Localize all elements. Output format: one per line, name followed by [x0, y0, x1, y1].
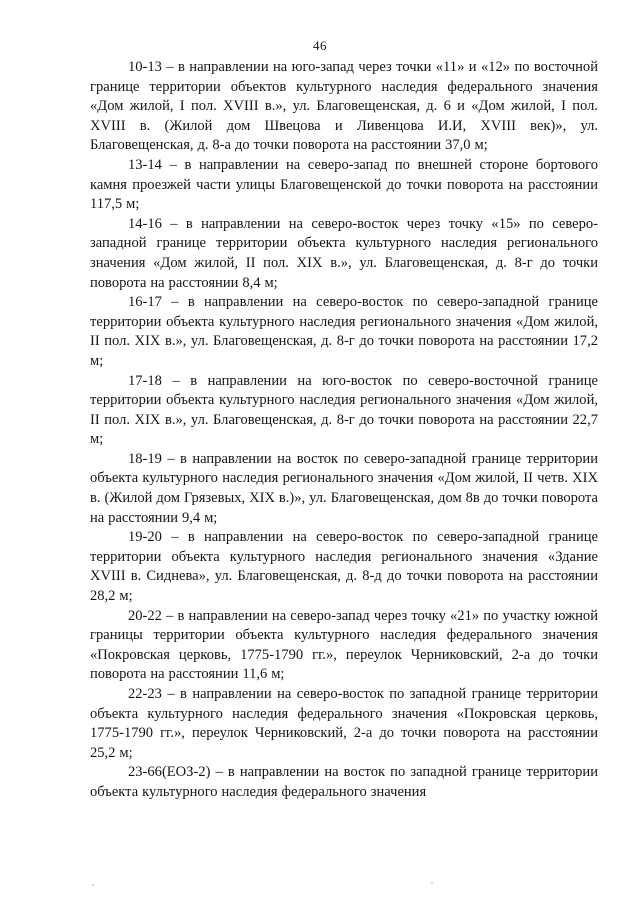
- document-body: [90, 58, 598, 803]
- paragraph-14-16: 14-16 – в направлении на северо-восток через точку «15» по северо-западной границе территории объекта культурного наследия регионального значения «Дом жилой, II пол. XIX в.», ул. Благовещенская, д. 8-г до точки поворота на расстоянии 8,4 м;: [90, 215, 598, 291]
- page-number: 46: [313, 38, 327, 53]
- scan-speck-right: [431, 882, 433, 884]
- paragraph-16-17: 16-17 – в направлении на северо-восток по северо-западной границе территории объекта культурного наследия регионального значения «Дом жилой, II пол. XIX в.», ул. Благовещенская, д. 8-г до точки поворота на расстоянии 17,2 м;: [90, 294, 598, 369]
- paragraph-18-19: 18-19 – в направлении на восток по северо-западной границе территории объекта культурного наследия регионального значения «Дом жилой, II четв. XIX в. (Жилой дом Грязевых, XIX в.)», ул. Благовещенская, дом 8в до точки поворота на расстоянии 9,4 м;: [90, 450, 598, 526]
- paragraph-20-22: 20-22 – в направлении на северо-запад через точку «21» по участку южной границы территории объекта культурного наследия федерального значения «Покровская церковь, 1775-1790 гг.», переулок Черниковский, 2-а до точки поворота на расстоянии 11,6 м;: [90, 607, 598, 683]
- scan-speck-left: [92, 884, 94, 886]
- paragraph-23-66: 23-66(ЕОЗ-2) – в направлении на восток по западной границе территории объекта культурного наследия федерального значения: [90, 764, 598, 800]
- paragraph-22-23: 22-23 – в направлении на северо-восток по западной границе территории объекта культурного наследия федерального значения «Покровская церковь, 1775-1790 гг.», переулок Черниковский, 2-а до точки поворота на расстоянии 25,2 м;: [90, 686, 598, 761]
- paragraph-10-13: 10-13 – в направлении на юго-запад через точки «11» и «12» по восточной границе территории объектов культурного наследия федерального значения «Дом жилой, I пол. XVIII в.», ул. Благовещенская, д. 6 и «Дом жилой, I пол. XVIII в. (Жилой дом Швецова и Ливенцова И.И, XVIII век)», ул. Благовещенская, д. 8-а до точки поворота на расстоянии 37,0 м;: [90, 59, 598, 154]
- paragraph-17-18: 17-18 – в направлении на юго-восток по северо-восточной границе территории объекта культурного наследия регионального значения «Дом жилой, II пол. XIX в.», ул. Благовещенская, д. 8-г до точки поворота на расстоянии 22,7 м;: [90, 372, 598, 448]
- paragraph-13-14: 13-14 – в направлении на северо-запад по внешней стороне бортового камня проезжей части улицы Благовещенской до точки поворота на расстоянии 117,5 м;: [90, 156, 598, 213]
- paragraph-19-20: 19-20 – в направлении на северо-восток по северо-западной границе территории объекта культурного наследия регионального значения «Здание XVIII в. Сиднева», ул. Благовещенская, д. 8-д до точки поворота на расстоянии 28,2 м;: [90, 529, 598, 605]
